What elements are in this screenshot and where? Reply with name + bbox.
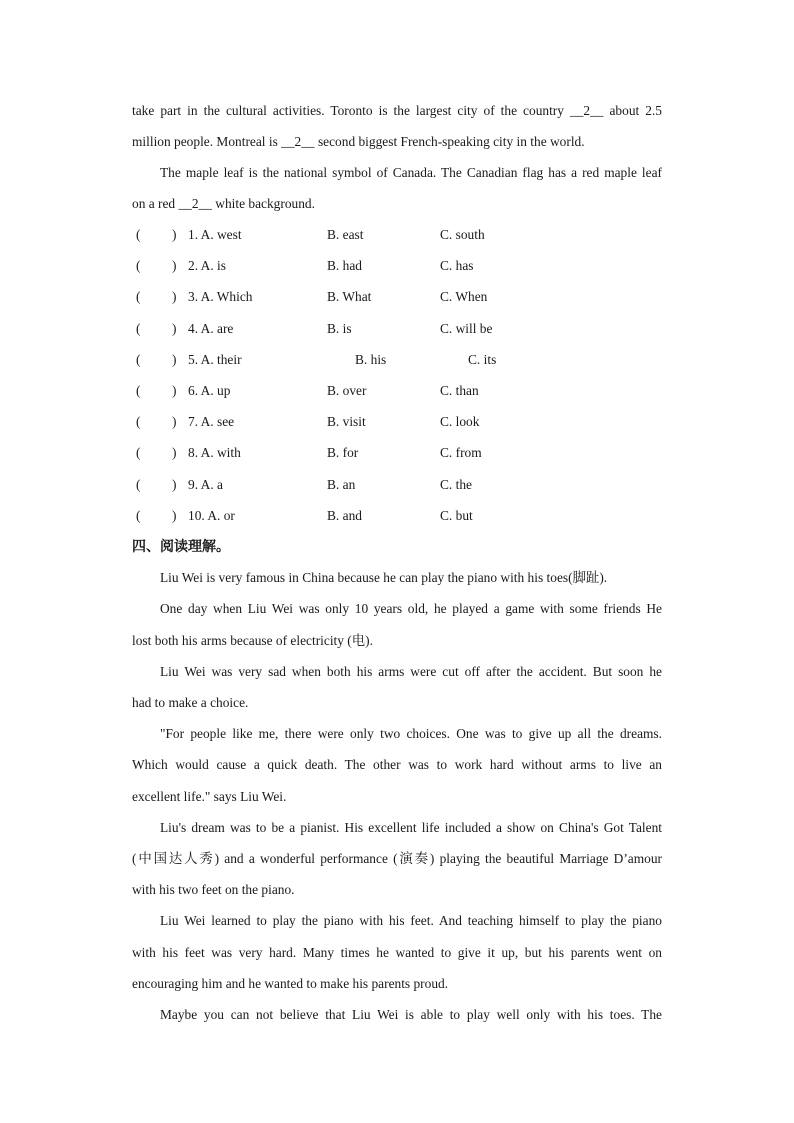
answer-paren-open: ( [136, 227, 141, 242]
reading-line: with his two feet on the piano. [132, 882, 295, 897]
answer-paren-close: ) [172, 414, 177, 429]
option-b: B. had [327, 258, 362, 273]
option-c: C. has [440, 258, 474, 273]
option-c: C. than [440, 383, 479, 398]
answer-paren-open: ( [136, 352, 141, 367]
option-a: 7. A. see [188, 414, 235, 429]
passage-line: on a red __2__ white background. [132, 196, 315, 211]
option-b: B. his [355, 352, 387, 367]
reading-line: had to make a choice. [132, 695, 249, 710]
answer-paren-close: ) [172, 445, 177, 460]
option-a: 2. A. is [188, 258, 226, 273]
option-a: 4. A. are [188, 321, 234, 336]
option-a: 9. A. a [188, 477, 223, 492]
reading-line: One day when Liu Wei was only 10 years old, he played a game with some friends He [160, 601, 662, 616]
answer-paren-open: ( [136, 508, 141, 523]
option-b: B. east [327, 227, 364, 242]
answer-paren-open: ( [136, 258, 141, 273]
section-heading: 四、阅读理解。 [132, 539, 230, 555]
answer-paren-close: ) [172, 352, 177, 367]
option-b: B. over [327, 383, 367, 398]
option-a: 1. A. west [188, 227, 242, 242]
option-b: B. for [327, 445, 359, 460]
option-b: B. and [327, 508, 362, 523]
option-c: C. its [468, 352, 497, 367]
option-b: B. an [327, 477, 356, 492]
reading-line: Which would cause a quick death. The other was to work hard without arms to live an [132, 757, 662, 772]
option-a: 5. A. their [188, 352, 242, 367]
option-c: C. When [440, 289, 488, 304]
option-c: C. the [440, 477, 472, 492]
answer-paren-open: ( [136, 445, 141, 460]
answer-paren-open: ( [136, 321, 141, 336]
answer-paren-open: ( [136, 477, 141, 492]
answer-paren-close: ) [172, 289, 177, 304]
answer-paren-close: ) [172, 477, 177, 492]
passage-line: The maple leaf is the national symbol of Canada. The Canadian flag has a red maple leaf [160, 165, 662, 180]
reading-line: lost both his arms because of electricity (电). [132, 633, 373, 648]
option-a: 8. A. with [188, 445, 241, 460]
answer-paren-close: ) [172, 258, 177, 273]
option-a: 3. A. Which [188, 289, 253, 304]
option-c: C. will be [440, 321, 493, 336]
reading-line: Liu Wei is very famous in China because he can play the piano with his toes(脚趾). [160, 570, 608, 585]
passage-line: million people. Montreal is __2__ second biggest French-speaking city in the world. [132, 134, 585, 149]
option-c: C. look [440, 414, 480, 429]
option-a: 10. A. or [188, 508, 235, 523]
answer-paren-open: ( [136, 414, 141, 429]
reading-line: encouraging him and he wanted to make his parents proud. [132, 976, 449, 991]
answer-paren-close: ) [172, 383, 177, 398]
option-c: C. south [440, 227, 485, 242]
reading-line: "For people like me, there were only two choices. One was to give up all the dreams. [160, 726, 662, 741]
reading-line: Maybe you can not believe that Liu Wei is able to play well only with his toes. The [160, 1007, 662, 1022]
option-c: C. but [440, 508, 473, 523]
reading-line: Liu's dream was to be a pianist. His excellent life included a show on China's Got Talent [160, 820, 662, 835]
answer-paren-open: ( [136, 289, 141, 304]
reading-line: excellent life." says Liu Wei. [132, 789, 287, 804]
answer-paren-close: ) [172, 508, 177, 523]
reading-line: Liu Wei learned to play the piano with his feet. And teaching himself to play the piano [160, 913, 662, 928]
answer-paren-close: ) [172, 227, 177, 242]
passage-line: take part in the cultural activities. Toronto is the largest city of the country __2__ about 2.5 [132, 103, 662, 118]
option-b: B. visit [327, 414, 366, 429]
reading-line: Liu Wei was very sad when both his arms were cut off after the accident. But soon he [160, 664, 662, 679]
reading-line: (中国达人秀) and a wonderful performance (演奏) playing the beautiful Marriage D’amour [132, 851, 662, 866]
answer-paren-close: ) [172, 321, 177, 336]
option-c: C. from [440, 445, 482, 460]
answer-paren-open: ( [136, 383, 141, 398]
option-b: B. is [327, 321, 352, 336]
option-b: B. What [327, 289, 372, 304]
option-a: 6. A. up [188, 383, 231, 398]
reading-line: with his feet was very hard. Many times he wanted to give it up, but his parents went on [132, 945, 662, 960]
